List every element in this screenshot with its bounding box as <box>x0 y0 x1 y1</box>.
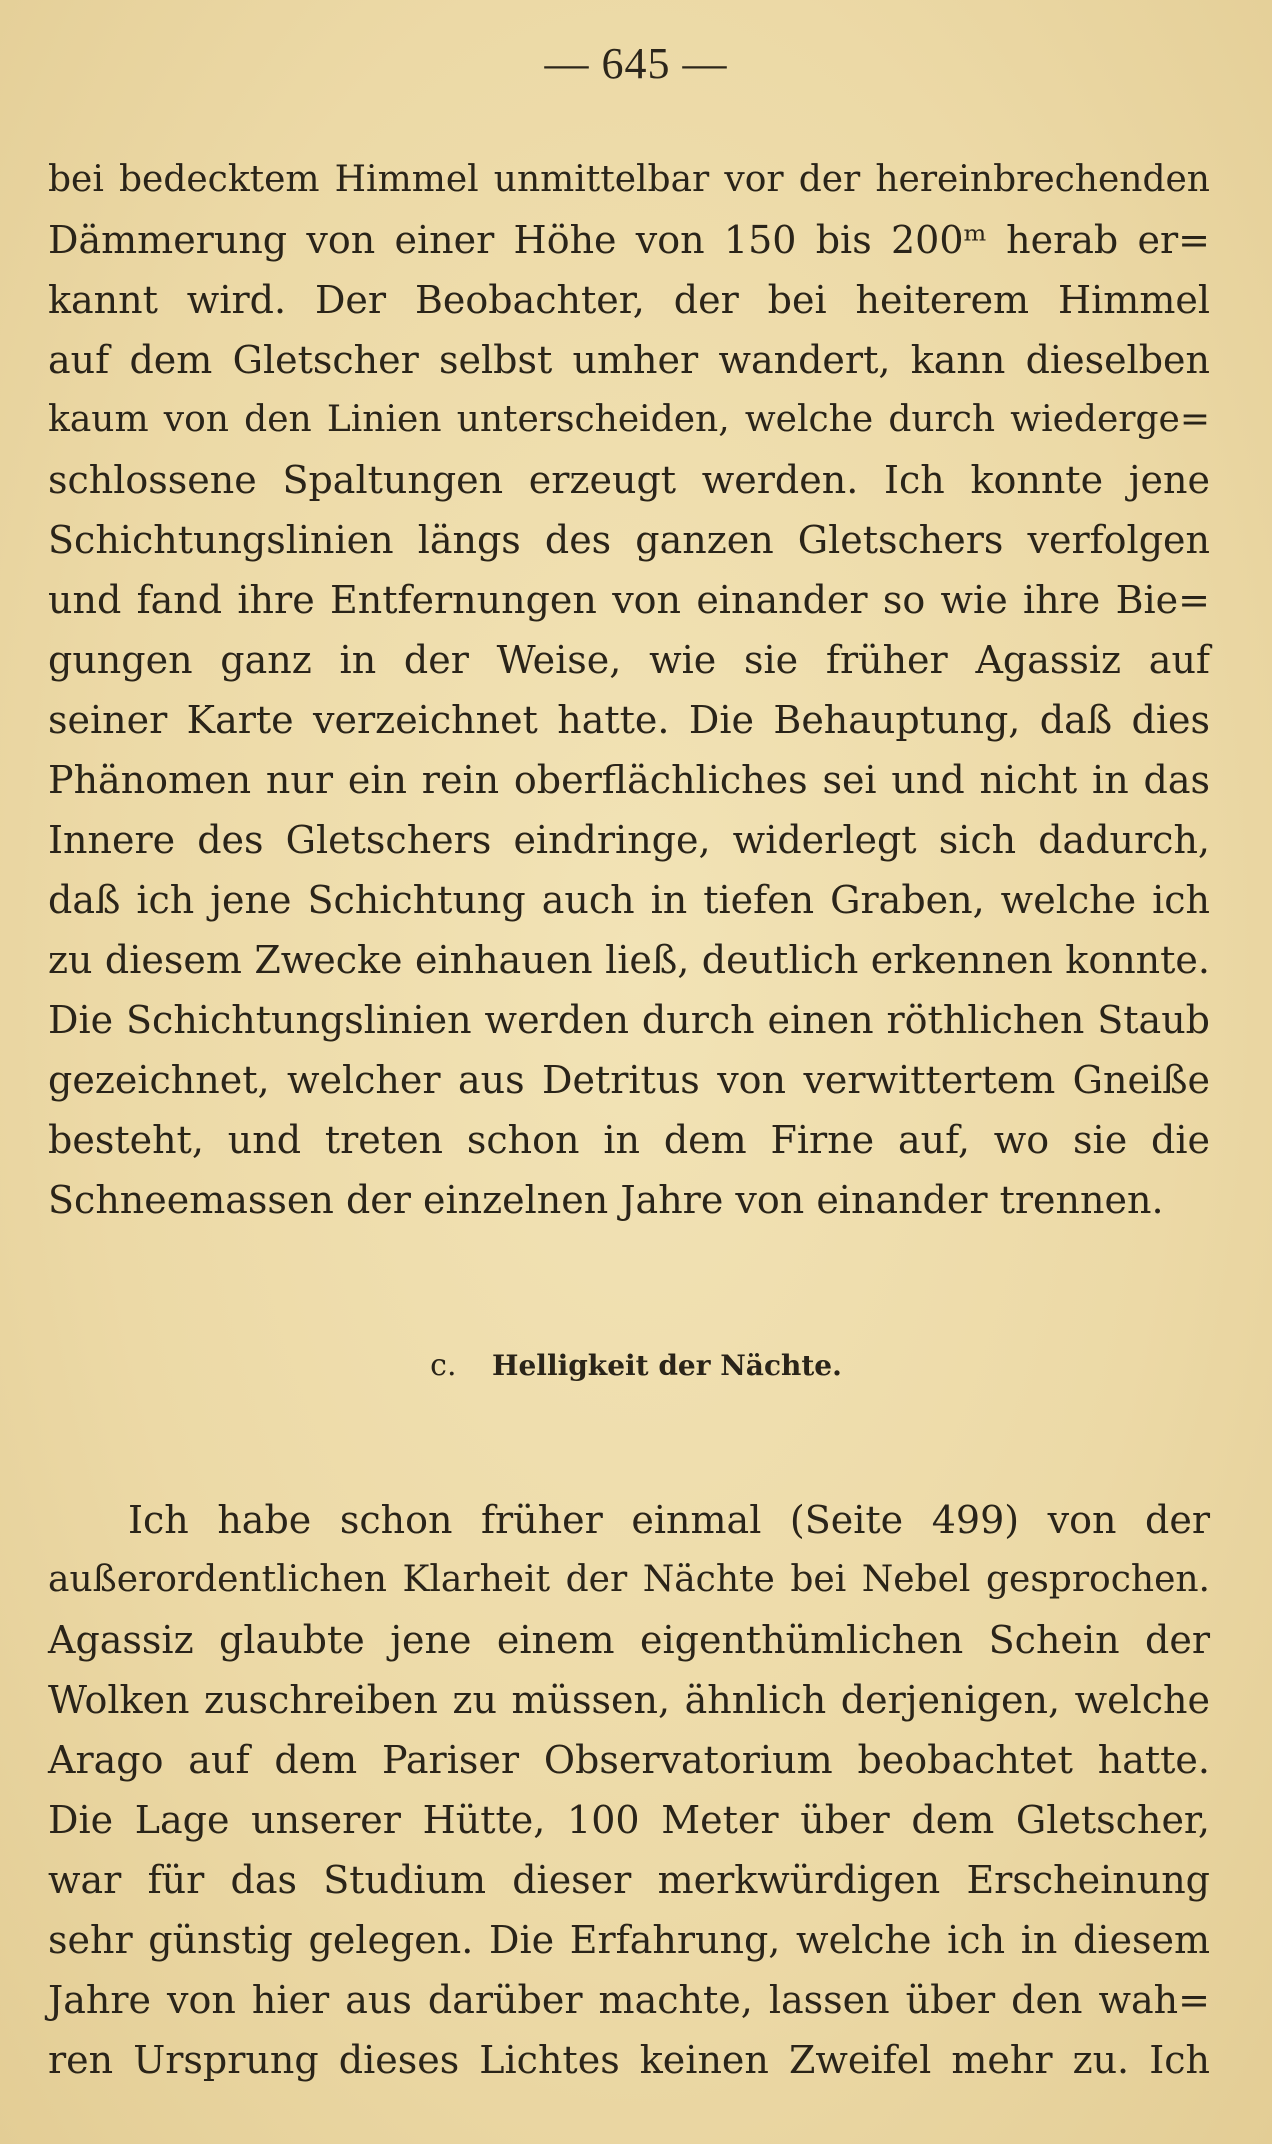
text-line: kaum von den Linien unterscheiden, welche durch wiederge= <box>48 399 1210 440</box>
text-line: Agassiz glaubte jene einem eigenthümlichen Schein der <box>48 1618 1210 1662</box>
text-line: bei bedecktem Himmel unmittelbar vor der hereinbrechenden <box>48 159 1210 200</box>
text-line: schlossene Spaltungen erzeugt werden. Ich konnte jene <box>48 458 1210 502</box>
text-line: außerordentlichen Klarheit der Nächte bei Nebel gesprochen. <box>48 1559 1210 1600</box>
page-number: — 645 — <box>544 39 728 88</box>
text-line: kannt wird. Der Beobachter, der bei heiterem Himmel <box>48 278 1210 322</box>
section-heading <box>0 1348 1272 1383</box>
text-line: und fand ihre Entfernungen von einander so wie ihre Bie= <box>48 578 1210 622</box>
text-line: auf dem Gletscher selbst umher wandert, kann dieselben <box>48 338 1210 382</box>
text-line: daß ich jene Schichtung auch in tiefen Graben, welche ich <box>48 878 1210 922</box>
text-line: ren Ursprung dieses Lichtes keinen Zweifel mehr zu. Ich <box>48 2038 1210 2082</box>
text-line: Phänomen nur ein rein oberflächliches sei und nicht in das <box>48 758 1210 802</box>
text-line: Wolken zuschreiben zu müssen, ähnlich derjenigen, welche <box>48 1678 1210 1722</box>
text-line: Die Lage unserer Hütte, 100 Meter über dem Gletscher, <box>48 1798 1210 1842</box>
section-title: Helligkeit der Nächte. <box>492 1349 842 1382</box>
text-line: war für das Studium dieser merkwürdigen Erscheinung <box>48 1858 1210 1902</box>
text-line: Dämmerung von einer Höhe von 150 bis 200ᵐ herab er= <box>48 218 1210 262</box>
text-line: Schichtungslinien längs des ganzen Gletschers verfolgen <box>48 518 1210 562</box>
text-line: zu diesem Zwecke einhauen ließ, deutlich erkennen konnte. <box>48 938 1210 982</box>
text-line: Schneemassen der einzelnen Jahre von einander trennen. <box>48 1178 1164 1222</box>
section-letter: c. <box>430 1348 457 1383</box>
text-line: seiner Karte verzeichnet hatte. Die Behauptung, daß dies <box>48 698 1210 742</box>
text-line: besteht, und treten schon in dem Firne auf, wo sie die <box>48 1118 1210 1162</box>
text-line: Ich habe schon früher einmal (Seite 499) von der <box>128 1498 1210 1542</box>
text-line: Jahre von hier aus darüber machte, lassen über den wah= <box>48 1978 1210 2022</box>
text-line: Innere des Gletschers eindringe, widerlegt sich dadurch, <box>48 818 1210 862</box>
text-line: gezeichnet, welcher aus Detritus von verwittertem Gneiße <box>48 1058 1210 1102</box>
text-line: Die Schichtungslinien werden durch einen röthlichen Staub <box>48 998 1210 1042</box>
text-line: Arago auf dem Pariser Observatorium beobachtet hatte. <box>48 1738 1210 1782</box>
text-line: gungen ganz in der Weise, wie sie früher Agassiz auf <box>48 638 1210 682</box>
text-line: sehr günstig gelegen. Die Erfahrung, welche ich in diesem <box>48 1918 1210 1962</box>
